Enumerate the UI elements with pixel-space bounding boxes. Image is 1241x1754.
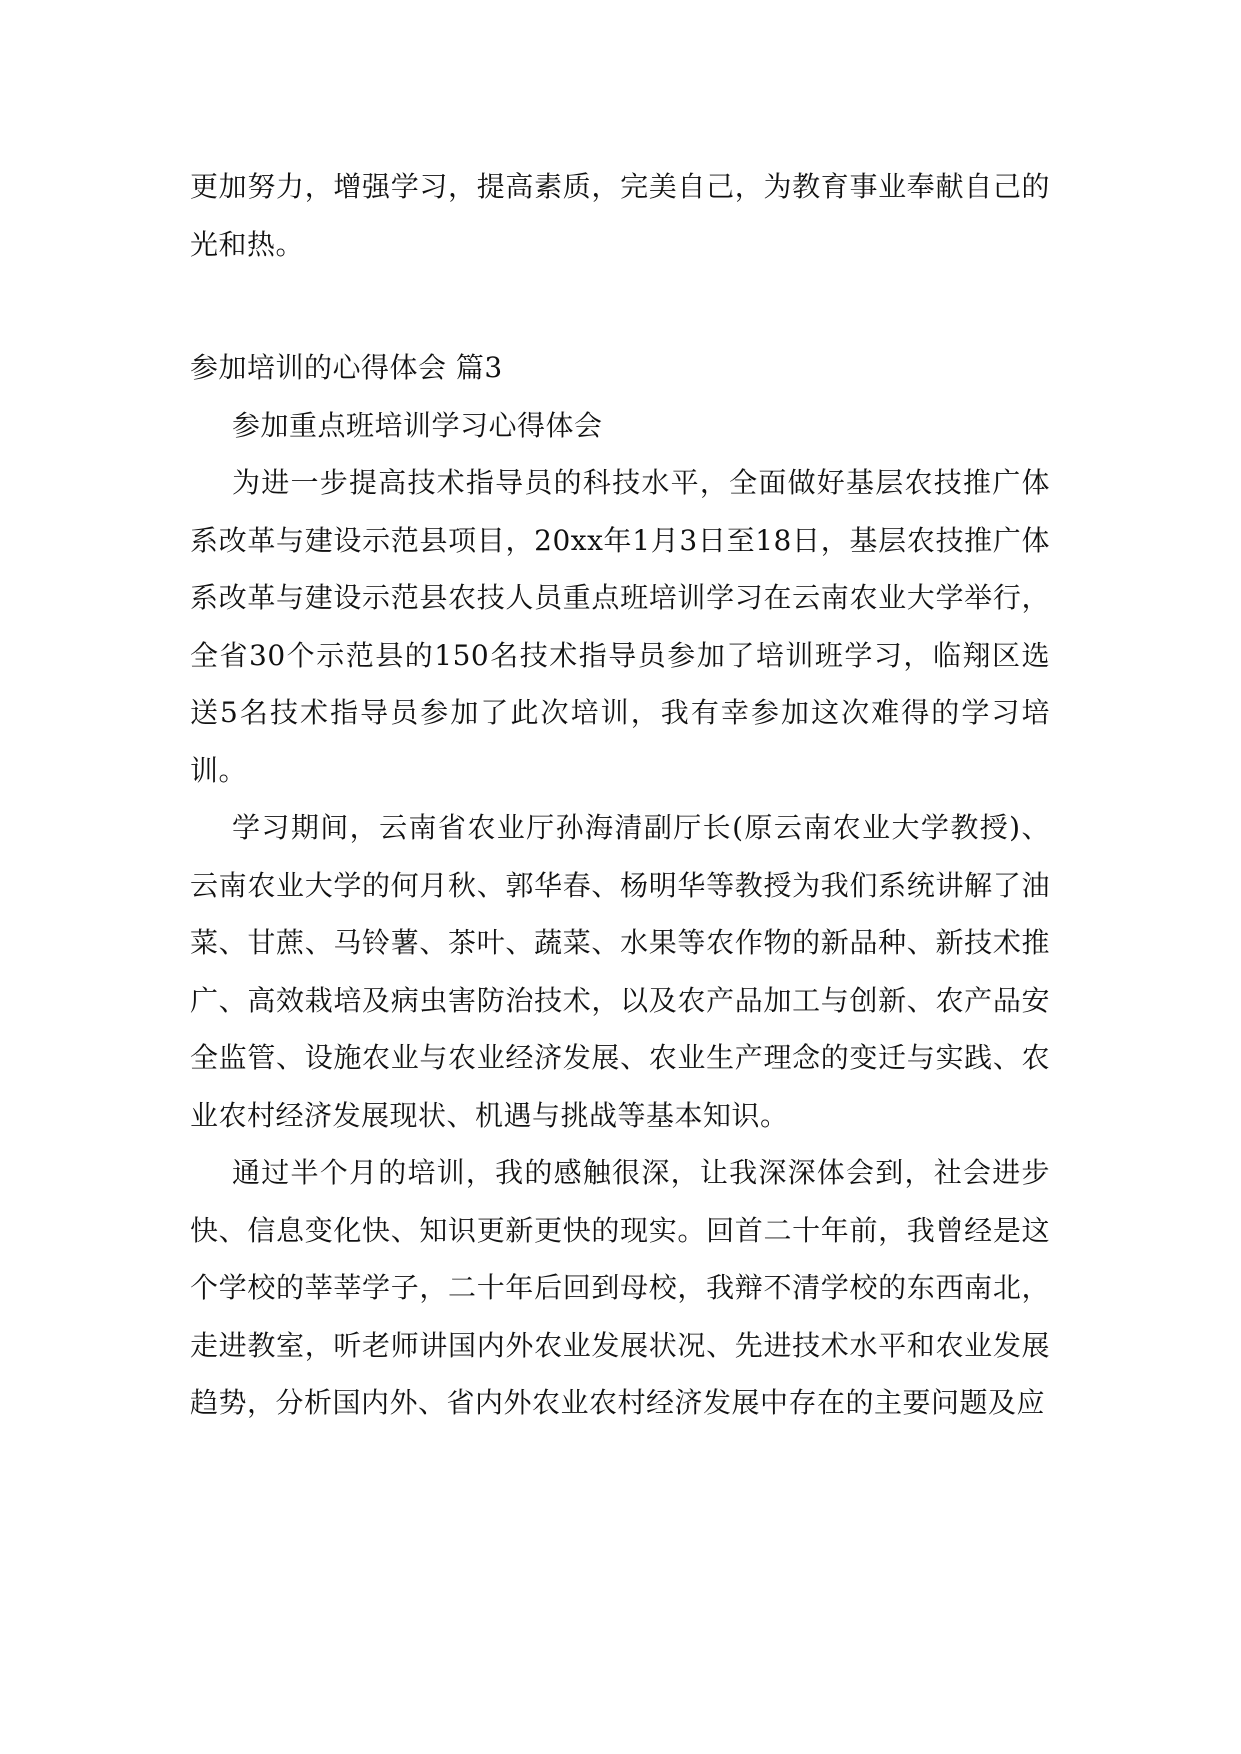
body-paragraph-3: 通过半个月的培训，我的感触很深，让我深深体会到，社会进步快、信息变化快、知识更新更快的现实。回首二十年前，我曾经是这个学校的莘莘学子，二十年后回到母校，我辩不清学校的东西南北，走进教室，听老师讲国内外农业发展状况、先进技术水平和农业发展趋势，分析国内外、省内外农业农村经济发展中存在的主要问题及应 (190, 1156, 1050, 1419)
document-body (190, 158, 1050, 1432)
intro-paragraph: 更加努力，增强学习，提高素质，完美自己，为教育事业奉献自己的光和热。 (190, 170, 1050, 261)
section-title: 参加培训的心得体会 篇3 (190, 351, 503, 384)
body-paragraph-1: 为进一步提高技术指导员的科技水平，全面做好基层农技推广体系改革与建设示范县项目，20xx年1月3日至18日，基层农技推广体系改革与建设示范县农技人员重点班培训学习在云南农业大学举行，全省30个示范县的150名技术指导员参加了培训班学习，临翔区选送5名技术指导员参加了此次培训，我有幸参加这次难得的学习培训。 (190, 466, 1050, 787)
article-subtitle: 参加重点班培训学习心得体会 (232, 408, 603, 442)
body-paragraph-2: 学习期间，云南省农业厅孙海清副厅长(原云南农业大学教授)、云南农业大学的何月秋、郭华春、杨明华等教授为我们系统讲解了油菜、甘蔗、马铃薯、茶叶、蔬菜、水果等农作物的新品种、新技术推广、高效栽培及病虫害防治技术，以及农产品加工与创新、农产品安全监管、设施农业与农业经济发展、农业生产理念的变迁与实践、农业农村经济发展现状、机遇与挑战等基本知识。 (190, 811, 1050, 1132)
